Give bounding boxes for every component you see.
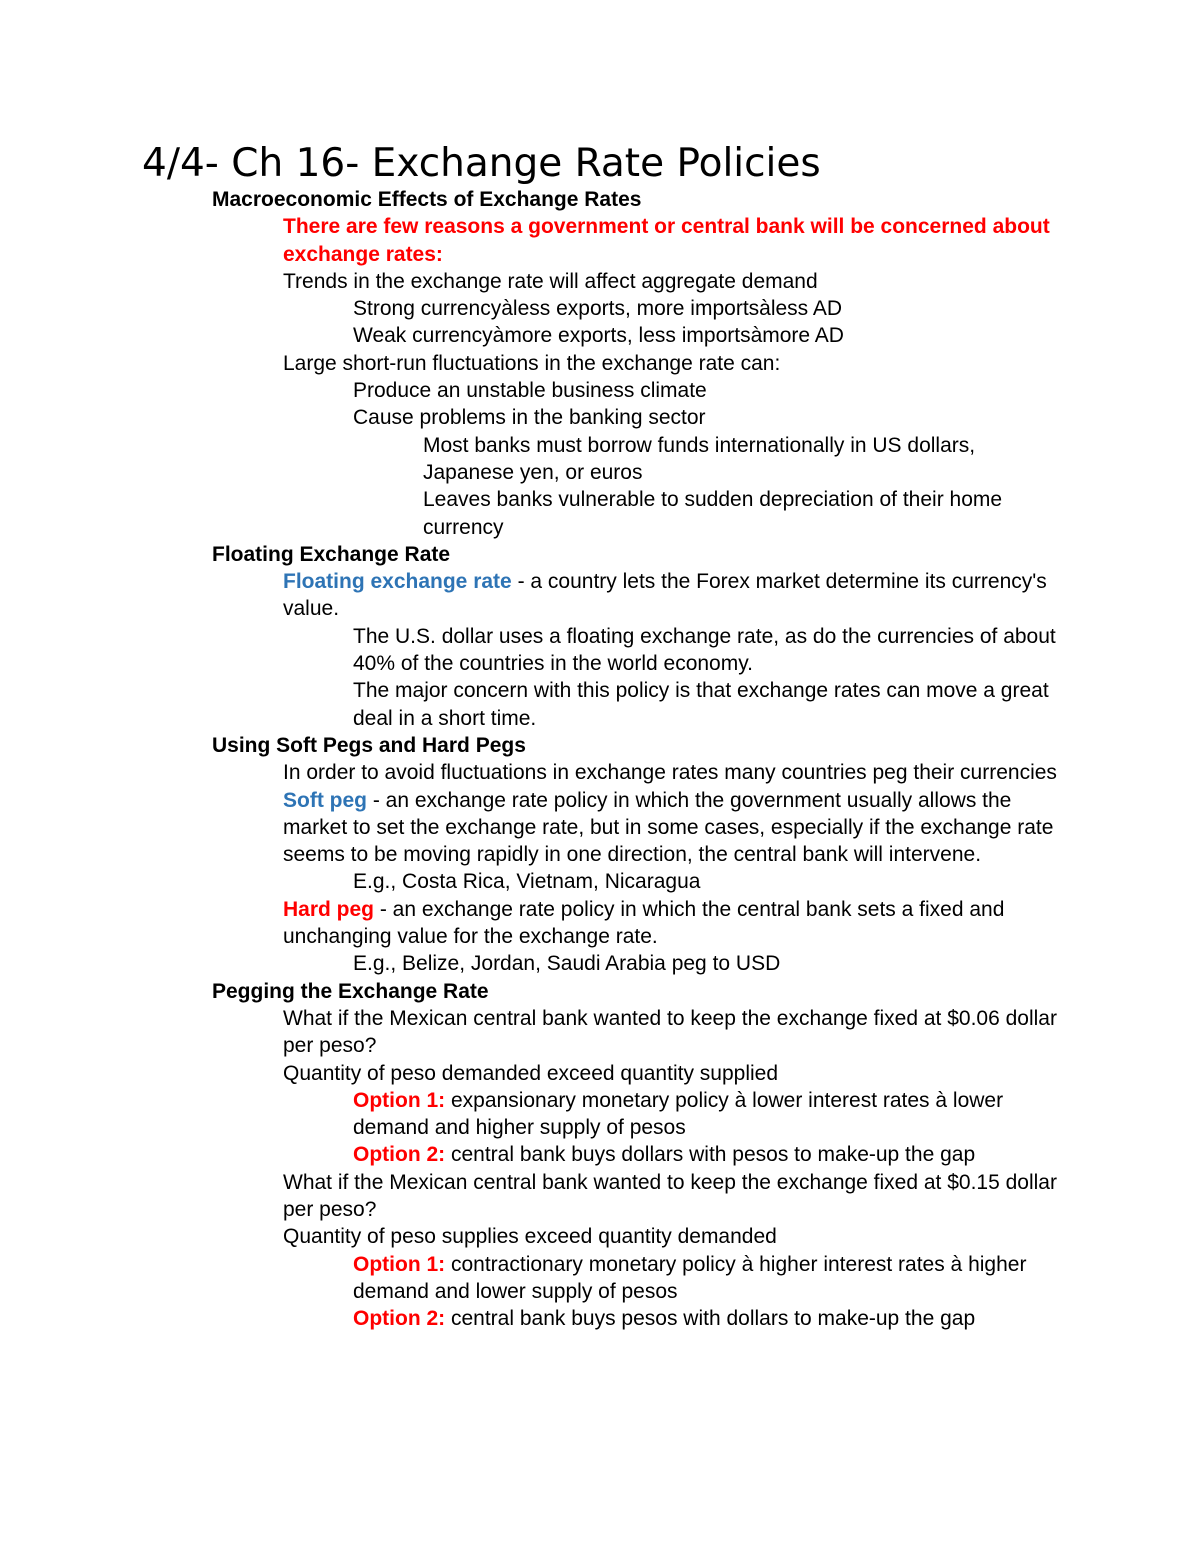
option-label: Option 2: bbox=[353, 1143, 446, 1167]
list-item bbox=[0, 295, 1063, 322]
item-text: central bank buys pesos with dollars to make-up the gap bbox=[445, 1307, 976, 1331]
item-text: The U.S. dollar uses a floating exchange rate, as do the currencies of about 40% of the countries in the world economy. bbox=[353, 624, 1056, 676]
section-macroeconomic-effects bbox=[0, 186, 1062, 541]
page-title: 4/4- Ch 16- Exchange Rate Policies bbox=[142, 141, 821, 186]
list-item bbox=[0, 350, 1063, 541]
section-heading: Using Soft Pegs and Hard Pegs bbox=[212, 733, 526, 757]
item-text: Large short-run fluctuations in the exchange rate can: bbox=[283, 351, 781, 375]
list-item bbox=[0, 322, 1063, 349]
list-item bbox=[0, 213, 1063, 268]
item-text: contractionary monetary policy à higher interest rates à higher demand and lower supply of pesos bbox=[353, 1252, 1027, 1303]
term-hard-peg: Hard peg bbox=[283, 897, 375, 921]
term-definition: - an exchange rate policy in which the central bank sets a fixed and unchanging value for the exchange rate. bbox=[283, 897, 1005, 949]
item-text: Quantity of peso supplies exceed quantity demanded bbox=[283, 1225, 777, 1249]
list-item bbox=[0, 896, 1063, 978]
option-label: Option 2: bbox=[353, 1307, 446, 1331]
outline-list bbox=[0, 186, 1062, 1332]
term-definition: - a country lets the Forex market determine its currency's value. bbox=[283, 570, 1047, 621]
item-text: What if the Mexican central bank wanted to keep the exchange fixed at $0.06 dollar per peso? bbox=[283, 1006, 1057, 1058]
item-text: In order to avoid fluctuations in exchange rates many countries peg their currencies bbox=[283, 761, 1057, 785]
list-item bbox=[0, 1087, 1063, 1142]
item-text: Cause problems in the banking sector bbox=[353, 406, 706, 430]
list-item bbox=[0, 486, 1063, 541]
term-floating-exchange-rate: Floating exchange rate bbox=[283, 570, 512, 594]
list-item bbox=[0, 677, 1063, 732]
item-text: Weak currencyàmore exports, less importsàmore AD bbox=[353, 324, 844, 348]
list-item bbox=[0, 568, 1063, 732]
option-label: Option 1: bbox=[353, 1088, 446, 1112]
item-text: E.g., Costa Rica, Vietnam, Nicaragua bbox=[353, 870, 701, 894]
list-item bbox=[0, 868, 1063, 895]
list-item bbox=[0, 759, 1063, 786]
highlighted-text: There are few reasons a government or central bank will be concerned about exchange rates: bbox=[283, 215, 1050, 266]
list-item bbox=[0, 1305, 1063, 1332]
section-pegging-exchange-rate bbox=[0, 978, 1062, 1333]
list-item bbox=[0, 432, 1063, 487]
item-text: Trends in the exchange rate will affect aggregate demand bbox=[283, 269, 818, 293]
list-item bbox=[0, 377, 1063, 404]
item-text: Quantity of peso demanded exceed quantity supplied bbox=[283, 1061, 779, 1085]
list-item bbox=[0, 1060, 1063, 1169]
list-item bbox=[0, 1223, 1063, 1332]
item-text: Most banks must borrow funds internationally in US dollars, Japanese yen, or euros bbox=[423, 433, 976, 484]
option-label: Option 1: bbox=[353, 1252, 446, 1276]
section-floating-exchange-rate bbox=[0, 541, 1062, 732]
list-item bbox=[0, 950, 1063, 977]
item-text: expansionary monetary policy à lower interest rates à lower demand and higher supply of pesos bbox=[353, 1088, 1004, 1140]
item-text: Strong currencyàless exports, more importsàless AD bbox=[353, 297, 843, 321]
list-item bbox=[0, 623, 1063, 678]
item-text: The major concern with this policy is that exchange rates can move a great deal in a short time. bbox=[353, 679, 1049, 730]
list-item bbox=[0, 1005, 1063, 1060]
term-soft-peg: Soft peg bbox=[283, 788, 367, 812]
item-text: central bank buys dollars with pesos to make-up the gap bbox=[445, 1143, 976, 1167]
list-item bbox=[0, 787, 1063, 896]
list-item bbox=[0, 1141, 1063, 1168]
section-heading: Pegging the Exchange Rate bbox=[212, 979, 489, 1003]
list-item bbox=[0, 1251, 1063, 1306]
list-item bbox=[0, 1169, 1063, 1224]
term-definition: - an exchange rate policy in which the government usually allows the market to set the exchange rate, but in some cases, especially if the exchange rate seems to be moving rapidly in one direction, the central bank will intervene. bbox=[283, 788, 1054, 867]
item-text: What if the Mexican central bank wanted to keep the exchange fixed at $0.15 dollar per peso? bbox=[283, 1170, 1057, 1221]
item-text: Leaves banks vulnerable to sudden depreciation of their home currency bbox=[423, 488, 1003, 539]
section-heading: Macroeconomic Effects of Exchange Rates bbox=[212, 188, 642, 211]
item-text: E.g., Belize, Jordan, Saudi Arabia peg to USD bbox=[353, 952, 781, 976]
section-soft-and-hard-pegs bbox=[0, 732, 1062, 978]
list-item bbox=[0, 404, 1063, 540]
section-heading: Floating Exchange Rate bbox=[212, 542, 451, 566]
list-item bbox=[0, 268, 1063, 350]
item-text: Produce an unstable business climate bbox=[353, 379, 707, 403]
